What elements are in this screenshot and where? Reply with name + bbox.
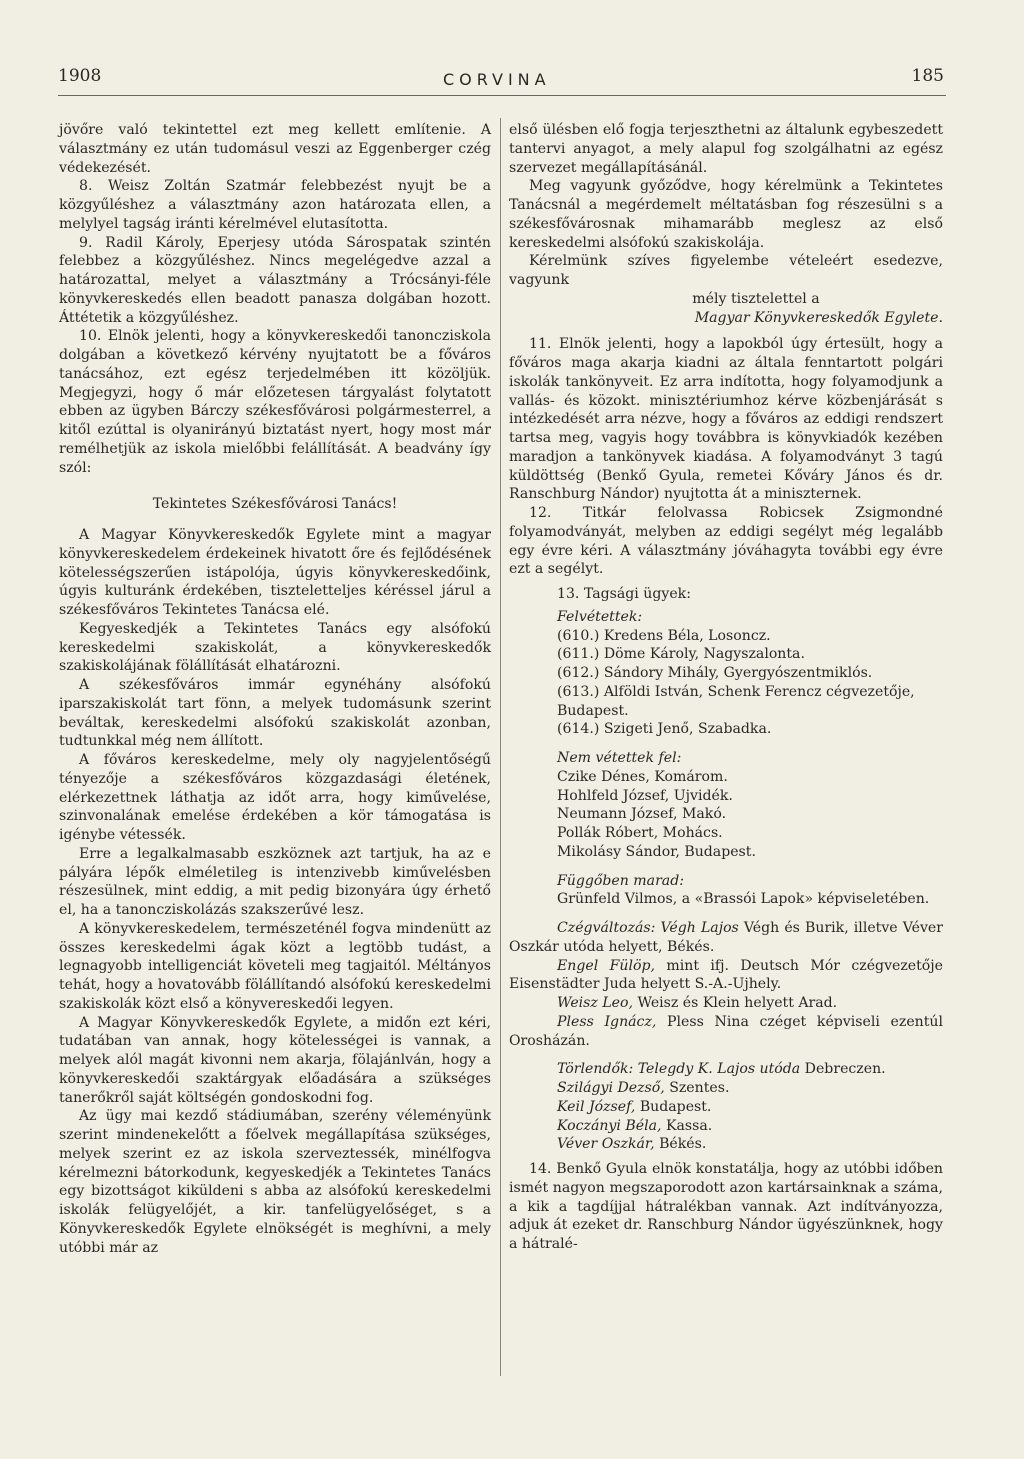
change-text: Weisz és Klein helyett Arad.: [637, 995, 838, 1011]
deleted-place: Békés.: [659, 1136, 707, 1153]
pending-label: Függőben marad:: [557, 872, 684, 889]
list-item: Mikolásy Sándor, Budapest.: [557, 843, 756, 860]
right-column: [509, 121, 943, 1254]
list-item: Hohlfeld József, Ujvidék.: [557, 787, 733, 804]
deleted-name: Keil József,: [557, 1098, 636, 1115]
membership-heading: 13. Tagsági ügyek:: [557, 586, 691, 602]
paragraph-item-8: 8. Weisz Zoltán Szatmár felebbezést nyujt be a közgyűléshez a választmány azon határozata ellen, a melylyel tagság iránti kérelmével elutasította.: [59, 178, 491, 232]
petition-paragraph: A könyvkereskedelem, természeténél fogva mindenütt az összes kereskedelmi ágak közt a legtöbb tudást, a legnagyobb intelligenciát követeli meg tagjaitól. Méltányos tehát, hogy a hovatovább fölállítandó alsófokú kereskedelmi szakiskolák közt első a könyvereskedői legyen.: [59, 920, 491, 1012]
deleted-name: Koczányi Béla,: [557, 1117, 662, 1134]
page-header: [58, 66, 944, 96]
petition-regards: mély tisztelettel a: [692, 290, 820, 307]
journal-title: CORVINA: [443, 70, 551, 89]
pending-entry: Grünfeld Vilmos, a «Brassói Lapok» képviseletében.: [557, 891, 930, 908]
paragraph-item-9: 9. Radil Károly, Eperjesy utóda Sárospatak szintén felebbez a közgyűléshez. Nincs megelégedve azzal a határozattal, melyet a választmány a Trócsányi-féle könyvkereskedés ellen beadott panasza dolgában hozott. Áttétetik a közgyűléshez.: [59, 234, 491, 326]
paragraph-item-10: 10. Elnök jelenti, hogy a könyvkereskedői tanoncziskola dolgában a következő kérvény nyujtatott be a főváros tanácsához, ezt egész terjedelmében itt közöljük. Megjegyzi, hogy ő már előzetesen tárgyalást folytatott ebben az ügyben Bárczy székesfővárosi polgármesterrel, a kitől ezúttal is olyanirányú biztatást nyert, hogy most már remélhetjük az iskola mielőbbi felállítását. A beadvány így szól:: [59, 328, 491, 476]
petition-salutation: Tekintetes Székesfővárosi Tanács!: [152, 496, 398, 513]
change-name: Weisz Leo,: [557, 995, 633, 1011]
page-number: 185: [911, 66, 944, 86]
petition-closing: Kérelmünk szíves figyelembe vételeért esedezve, vagyunk: [509, 253, 943, 288]
deleted-name: Szilágyi Dezső,: [557, 1080, 665, 1096]
petition-paragraph: első ülésben elő fogja terjeszthetni az általunk egybeszedett tantervi anyagot, a mely alapul fog szolgálhatni az egész szervezet megállapításánál.: [509, 122, 943, 176]
change-name: Pless Ignácz,: [557, 1013, 657, 1030]
company-change-entry: [509, 1013, 943, 1051]
petition-paragraph: Kegyeskedjék a Tekintetes Tanács egy alsófokú kereskedelmi szakiskolát, a könyvkereskedők szakiskolájának fölállítását elhatározni.: [59, 620, 491, 675]
company-change-entry: [509, 919, 943, 957]
deletion-entry: [509, 1079, 943, 1098]
paragraph-item-14: 14. Benkő Gyula elnök konstatálja, hogy az utóbbi időben ismét nagyon megszaporodott azon kartársainknak a száma, a kik a tagdíjjal hátralékban vannak. Azt indítványozza, adjuk át ezeket dr. Ranschburg Nándor ügyészünknek, hogy a hátralé-: [509, 1161, 943, 1252]
header-rule: [58, 95, 946, 96]
deleted-place: Kassa.: [665, 1117, 713, 1134]
paragraph-item-11: 11. Elnök jelenti, hogy a lapokból úgy értesült, hogy a főváros maga akarja kiadni az általa fenntartott polgári iskolák tankönyveit. Ez arra indította, hogy folyamodjunk a vallás- és közokt. minisztériumhoz kérve közbenjárását s intézkedését arra nézve, hogy a főváros az eddigi rendszert tartsa meg, vagyis hogy továbbra is könyvkiadók kezében maradjon a tankönyvek kiadása. A folyamodványt 3 tagú küldöttség (Benkő Gyula, remetei Kőváry János és dr. Ranschburg Nándor) nyujtotta át a miniszternek.: [509, 336, 943, 503]
left-column: [59, 121, 491, 1257]
deletion-entry: [509, 1117, 943, 1136]
column-divider: [500, 118, 501, 1376]
change-text: Végh és Burik, illetve Véver Oszkár utóda helyett, Békés.: [509, 920, 943, 955]
change-name: Végh Lajos: [660, 920, 739, 936]
deletion-entry: [509, 1060, 943, 1079]
company-change-entry: [509, 994, 943, 1013]
petition-signature: Magyar Könyvkereskedők Egylete.: [694, 309, 943, 326]
deleted-name: Telegdy K. Lajos utóda: [637, 1061, 801, 1078]
list-item: (610.) Kredens Béla, Losoncz.: [557, 627, 771, 644]
list-item: Pollák Róbert, Mohács.: [557, 825, 723, 841]
petition-paragraph: Erre a legalkalmasabb eszköznek azt tartjuk, ha az e pályára lépők elméletileg is intenzivebb kiművelésben részesülnek, mint eddig, a mit pedig bizonyára úgy érhető el, ha a tanoncziskolázás szakszerűvé lesz.: [59, 845, 491, 918]
rejected-label: Nem vétettek fel:: [557, 750, 682, 766]
paragraph-item-12: 12. Titkár felolvassa Robicsek Zsigmondné folyamodványát, melyben az eddigi segélyt még legalább egy évre kéri. A választmány jóváhagyta további egy évre ezt a segélyt.: [509, 505, 943, 578]
list-item: (611.) Döme Károly, Nagyszalonta.: [557, 646, 805, 663]
deletion-entry: [509, 1135, 943, 1154]
rejected-list: [509, 768, 943, 862]
accepted-list: [509, 627, 943, 740]
petition-paragraph: A főváros kereskedelme, mely oly nagyjelentőségű tényezője a székesfőváros közgazdasági életének, elérkezettnek láthatja az időt arra, hogy kiművelése, szinvonalának emelése érdekében a kör támogatása is igénybe vétessék.: [59, 752, 491, 843]
accepted-label: Felvétettek:: [557, 608, 643, 625]
petition-paragraph: Az ügy mai kezdő stádiumában, szerény véleményünk szerint mindenekelőtt a főelvek megállapítása szükséges, melyek szerint ez az iskola szerveztessék, minélfogva kérelmezni bátorkodunk, kegyeskedjék a Tekintetes Tanács egy bizottságot kiküldeni s abba az alsófokú kereskedelmi iskolák felügyelőjét, a kir. tanfelügyelőséget, s a Könyvkereskedők Egylete elnökségét is meghívni, a mely utóbbi már az: [59, 1108, 491, 1256]
deleted-place: Szentes.: [669, 1080, 730, 1096]
list-item: Czike Dénes, Komárom.: [557, 768, 728, 785]
list-item: (612.) Sándory Mihály, Gyergyószentmiklós.: [557, 665, 873, 681]
list-item: (613.) Alföldi István, Schenk Ferencz cégvezetője, Budapest.: [557, 683, 915, 719]
change-text: mint ifj. Deutsch Mór czégvezetője Eisenstädter Juda helyett S.-A.-Ujhely.: [509, 957, 943, 993]
list-item: Neumann József, Makó.: [557, 806, 727, 823]
petition-paragraph: A székesfőváros immár egynéhány alsófokú iparszakiskolát tart fönn, a melyek tudomásunk szerint beváltak, kereskedelmi alsófokú szakiskolát azonban, tudtunkkal még nem állított.: [59, 677, 491, 750]
header-year: 1908: [58, 66, 102, 86]
deletion-entry: [509, 1098, 943, 1117]
petition-paragraph: Meg vagyunk győződve, hogy kérelmünk a Tekintetes Tanácsnál a megérdemelt méltatásban fog részesülni s a székesfővárosnak mihamarább meglesz az első kereskedelmi alsófokú szakiskolája.: [509, 178, 943, 251]
deleted-label: Törlendők:: [557, 1061, 634, 1078]
change-name: Engel Fülöp,: [557, 957, 655, 974]
list-item: (614.) Szigeti Jenő, Szabadka.: [557, 721, 772, 738]
deleted-name: Véver Oszkár,: [557, 1136, 655, 1153]
change-text: Pless Nina czéget képviseli ezentúl Orosházán.: [509, 1013, 943, 1049]
change-label: Czégváltozás:: [557, 920, 656, 936]
deleted-place: Debreczen.: [804, 1061, 886, 1078]
company-change-entry: [509, 957, 943, 995]
deleted-place: Budapest.: [639, 1098, 712, 1115]
paragraph: jövőre való tekintettel ezt meg kellett említenie. A választmány ez után tudomásul veszi az Eggenberger czég védekezését.: [59, 122, 491, 176]
petition-paragraph: A Magyar Könyvkereskedők Egylete mint a magyar könyvkereskedelem érdekeinek hivatott őre és fejlődésének kötelességszerűen istápolója, úgyis könyvkereskedőink, úgyis kulturánk érdekében, tiszteletteljes kéréssel járul a székesfőváros Tekintetes Tanácsa elé.: [59, 527, 491, 618]
petition-paragraph: A Magyar Könyvkereskedők Egylete, a midőn ezt kéri, tudatában van annak, hogy kötelességei is vannak, a melyek alól magát kivonni nem akarja, fölajánlván, hogy a könyvkereskedői szaktárgyak előadására a szükséges tanerőkről saját költségén gondoskodni fog.: [59, 1014, 491, 1106]
